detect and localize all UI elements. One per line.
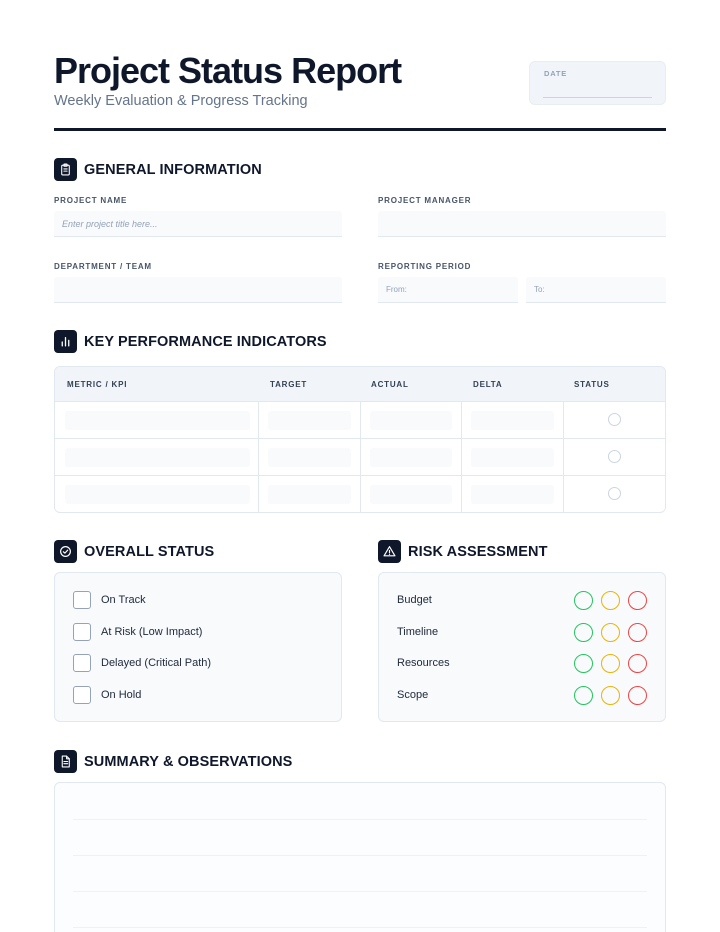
checkbox[interactable] [73, 591, 91, 609]
summary-textarea[interactable] [54, 782, 666, 932]
header-divider [54, 128, 666, 131]
status-option-label: At Risk (Low Impact) [101, 626, 203, 638]
kpi-col-delta: DELTA [473, 380, 503, 389]
checkbox[interactable] [73, 686, 91, 704]
ruled-line [73, 819, 647, 820]
kpi-delta-input[interactable] [471, 485, 554, 504]
checkbox[interactable] [73, 654, 91, 672]
risk-budget-low[interactable] [574, 591, 593, 610]
reporting-period-label: REPORTING PERIOD [378, 262, 472, 271]
kpi-target-input[interactable] [268, 411, 351, 430]
kpi-metric-input[interactable] [65, 448, 250, 467]
risk-budget-medium[interactable] [601, 591, 620, 610]
department-input[interactable] [54, 277, 342, 303]
kpi-table [54, 366, 666, 513]
bar-chart-icon [54, 330, 77, 353]
checkbox[interactable] [73, 623, 91, 641]
period-from-input[interactable] [378, 277, 518, 303]
kpi-actual-input[interactable] [370, 411, 452, 430]
table-row [55, 439, 665, 476]
kpi-target-input[interactable] [268, 485, 351, 504]
risk-timeline-high[interactable] [628, 623, 647, 642]
risk-timeline-medium[interactable] [601, 623, 620, 642]
to-label: To: [534, 285, 545, 294]
project-manager-label: PROJECT MANAGER [378, 196, 472, 205]
kpi-table-header [55, 367, 665, 402]
section-risk-assessment [378, 540, 548, 563]
kpi-metric-input[interactable] [65, 411, 250, 430]
section-kpi [54, 330, 327, 353]
status-option-at-risk[interactable] [73, 623, 202, 641]
risk-label-timeline: Timeline [397, 626, 439, 638]
section-title: GENERAL INFORMATION [84, 161, 262, 178]
risk-budget-high[interactable] [628, 591, 647, 610]
status-option-label: On Hold [101, 689, 142, 701]
date-input-line [543, 97, 652, 98]
clipboard-icon [54, 158, 77, 181]
risk-label-budget: Budget [397, 594, 432, 606]
document-icon [54, 750, 77, 773]
table-row [55, 476, 665, 513]
kpi-status-radio[interactable] [608, 450, 621, 463]
status-option-on-track[interactable] [73, 591, 146, 609]
kpi-col-actual: ACTUAL [371, 380, 409, 389]
status-option-delayed[interactable] [73, 654, 211, 672]
kpi-col-status: STATUS [574, 380, 610, 389]
status-option-label: Delayed (Critical Path) [101, 657, 212, 669]
risk-resources-medium[interactable] [601, 654, 620, 673]
overall-status-panel [54, 572, 342, 722]
date-field[interactable] [529, 61, 666, 105]
from-label: From: [386, 285, 407, 294]
ruled-line [73, 855, 647, 856]
risk-resources-low[interactable] [574, 654, 593, 673]
kpi-metric-input[interactable] [65, 485, 250, 504]
project-name-input[interactable]: Enter project title here... [54, 211, 342, 237]
section-summary [54, 750, 292, 773]
table-row [55, 402, 665, 439]
check-circle-icon [54, 540, 77, 563]
risk-scope-high[interactable] [628, 686, 647, 705]
kpi-col-target: TARGET [270, 380, 308, 389]
page-title: Project Status Report [54, 50, 402, 91]
risk-scope-low[interactable] [574, 686, 593, 705]
ruled-line [73, 891, 647, 892]
status-option-label: On Track [101, 594, 146, 606]
section-overall-status [54, 540, 214, 563]
status-option-on-hold[interactable] [73, 686, 141, 704]
section-title: OVERALL STATUS [84, 543, 215, 560]
kpi-target-input[interactable] [268, 448, 351, 467]
page-subtitle: Weekly Evaluation & Progress Tracking [54, 93, 308, 109]
risk-resources-high[interactable] [628, 654, 647, 673]
warning-icon [378, 540, 401, 563]
risk-scope-medium[interactable] [601, 686, 620, 705]
ruled-line [73, 927, 647, 928]
kpi-delta-input[interactable] [471, 411, 554, 430]
risk-assessment-panel [378, 572, 666, 722]
kpi-status-radio[interactable] [608, 413, 621, 426]
kpi-actual-input[interactable] [370, 485, 452, 504]
risk-label-resources: Resources [397, 657, 450, 669]
project-name-label: PROJECT NAME [54, 196, 128, 205]
section-general-information [54, 158, 262, 181]
section-title: RISK ASSESSMENT [408, 543, 548, 560]
risk-timeline-low[interactable] [574, 623, 593, 642]
section-title: KEY PERFORMANCE INDICATORS [84, 333, 327, 350]
date-label: DATE [544, 69, 568, 78]
risk-label-scope: Scope [397, 689, 429, 701]
kpi-status-radio[interactable] [608, 487, 621, 500]
kpi-delta-input[interactable] [471, 448, 554, 467]
section-title: SUMMARY & OBSERVATIONS [84, 753, 293, 770]
period-to-input[interactable] [526, 277, 666, 303]
department-label: DEPARTMENT / TEAM [54, 262, 152, 271]
project-manager-input[interactable] [378, 211, 666, 237]
kpi-actual-input[interactable] [370, 448, 452, 467]
kpi-col-metric: METRIC / KPI [67, 380, 128, 389]
